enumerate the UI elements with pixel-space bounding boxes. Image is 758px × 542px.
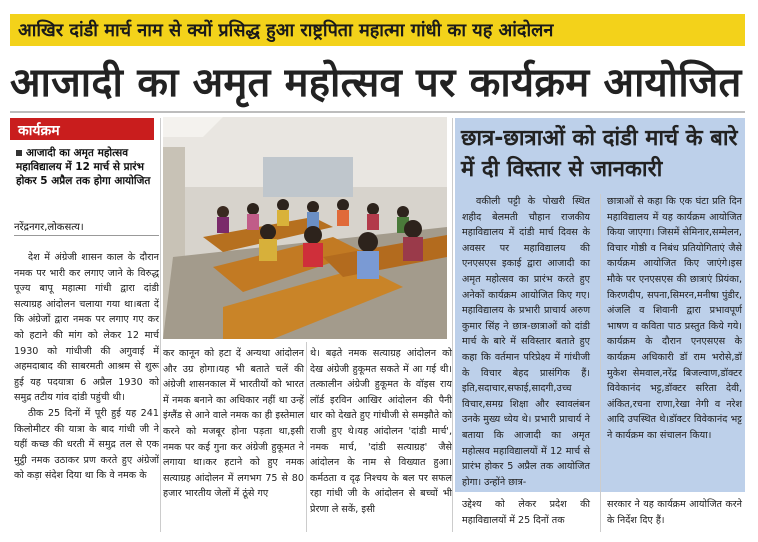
classroom-photo-illustration	[163, 117, 447, 339]
paragraph: सरकार ने यह कार्यक्रम आयोजित करने के निर्देश दिए हैं।	[607, 499, 742, 526]
section-tag-label: कार्यक्रम	[18, 123, 60, 139]
headline-text: आजादी का अमृत महोत्सव पर कार्यक्रम आयोजित	[10, 59, 742, 106]
byline-rule	[14, 235, 159, 236]
summary	[16, 146, 158, 188]
column-divider	[160, 118, 161, 532]
byline: नरेंद्रनगर,लोकसत्य।	[14, 222, 84, 233]
section-tag	[10, 118, 154, 140]
bullet-icon	[16, 150, 22, 156]
paragraph: देश में अंग्रेजी शासन काल के दौरान नमक पर भारी कर लगाए जाने के विरुद्ध पूज्य बापू महात्मा गांधी द्वारा दांडी सत्याग्रह आंदोलन चलाया गया था।बता दें कि अंग्रेजों द्वारा नमक पर लगाए गए कर को हटाने की मांग को लेकर 12 मार्च 1930 को गांधीजी की अगुवाई में अहमदाबाद की साबरमती आश्रम से शुरू हुई यह पदयात्रा 6 अप्रैल 1930 को समुद्र तटीय गांव दांडी पहुंची थी।	[14, 252, 159, 404]
headline	[10, 52, 750, 108]
article-column-1	[14, 250, 159, 484]
subheadline-box	[455, 118, 745, 192]
summary-text: आजादी का अमृत महोत्सव महाविद्यालय में 12 मार्च से प्रारंभ होकर 5 अप्रैल तक होगा आयोजित	[16, 147, 151, 187]
paragraph: वकीली पट्टी के पोखरी स्थित शहीद बेलमती चौहान राजकीय महाविद्यालय में दांडी मार्च दिवस के अवसर पर महाविद्यालय की एनएसएस इकाई द्वारा आजादी का अमृत महोत्सव का प्रारंभ करते हुए अनेकों कार्यक्रम आयोजित किए गए। महाविद्यालय के प्रभारी प्राचार्य अरुण कुमार सिंह ने छात्र-छात्राओं को दांडी मार्च के बारे में सविस्तार बताते हुए कहा कि वर्तमान परिप्रेक्ष्य में गांधीजी के विचार बेहद प्रासंगिक हैं। इति,सदाचार,सफाई,सादगी,उच्च विचार,समग्र शिक्षा और स्वावलंबन उनके मुख्य ध्येय थे। प्रभारी प्राचार्य ने बताया कि आजादी का अमृत महोत्सव महाविद्यालयों में 12 मार्च से प्रारंभ होकर 5 अप्रैल तक आयोजित होगा। उन्होंने छात्र-	[462, 196, 590, 488]
paragraph: छात्राओं से कहा कि एक घंटा प्रति दिन महाविद्यालय में यह कार्यक्रम आयोजित किया जाएगा। जिसमें सेमिनार,सम्मेलन, विचार गोष्ठी व निबंध प्रतियोगिताएं जैसे कार्यक्रम आयोजित किए जाएंगे।इस मौके पर एनएसएस की छात्राएं प्रियंका, किरणदीप, सपना,सिमरन,मनीषा पुंडीर, अंजलि व शिवानी द्वारा प्रभावपूर्ण भाषण व कविता पाठ प्रस्तुत किये गये। कार्यक्रम के दौरान एनएसएस के कार्यक्रम अधिकारी डॉ राम भरोसे,डॉ मुकेश सेमवाल,नरेंद्र बिजल्वाण,डॉक्टर विवेकानंद भट्ट,डॉक्टर सरिता देवी, अंकित,रचना राणा,रेखा नेगी व नरेश आदि उपस्थित थे।डॉक्टर विवेकानंद भट्ट ने कार्यक्रम का संचालन किया।	[607, 196, 742, 441]
column-divider	[306, 342, 307, 532]
paragraph: उद्देश्य को लेकर प्रदेश की महाविद्यालयों में 25 दिनों तक	[462, 499, 590, 526]
article-column-4	[462, 194, 590, 490]
paragraph: कर कानून को हटा दें अन्यथा आंदोलन और उग्र होगा।यह भी बताते चलें की अंग्रेजी शासनकाल में भारतीयों को भारत में नमक बनाने का अधिकार नहीं था उन्हें इंग्लैंड से आने वाले नमक का ही इस्तेमाल करने को मजबूर होना पड़ता था,इसी नमक पर कई गुना कर अंग्रेजी हुकूमत ने लगाया था।कर हटाने को हुए नमक सत्याग्रह आंदोलन में लगभग 75 से 80 हजार भारतीय जेलों में ठूंसे गए	[163, 348, 304, 500]
article-column-3	[310, 346, 452, 518]
paragraph: थे। बढ़ते नमक सत्याग्रह आंदोलन को देख अंग्रेजी हुकूमत सकते में आ गई थी। तत्कालीन अंग्रेजी हुकूमत के वॉइस राय लॉर्ड इरविन आखिर आंदोलन की पैनी धार को देखते हुए गांधीजी से समझौते को राजी हुए थे।यह आंदोलन 'दांडी मार्च', नमक मार्च, 'दांडी सत्याग्रह' जैसे आंदोलन के नाम से विख्यात हुआ।कर्मठता व दृढ़ निश्चय के बल पर सफल रहा गांधी जी के आंदोलन से बच्चों भी प्रेरणा ले सकें, इसी	[310, 348, 452, 515]
bottom-margin	[0, 534, 758, 542]
article-column-5-continued	[607, 497, 742, 528]
headline-rule	[10, 111, 745, 113]
article-column-2	[163, 346, 304, 502]
kicker-banner	[10, 14, 745, 46]
top-margin	[0, 0, 758, 12]
subheadline-text: छात्र-छात्राओं को दांडी मार्च के बारे में दी विस्तार से जानकारी	[461, 126, 738, 182]
classroom-photo	[163, 117, 447, 339]
article-column-5	[607, 194, 742, 444]
column-divider	[452, 118, 453, 532]
kicker-text: आखिर दांडी मार्च नाम से क्यों प्रसिद्ध हुआ राष्ट्रपिता महात्मा गांधी का यह आंदोलन	[18, 20, 554, 41]
article-column-4-continued	[462, 497, 590, 528]
column-divider	[600, 194, 601, 532]
paragraph: ठीक 25 दिनों में पूरी हुई यह 241 किलोमीटर की यात्रा के बाद गांधी जी ने यहीं कच्छ की धरती में समुद्र तल से एक मुट्ठी नमक उठाकर प्रण करते हुए अंग्रेजों को कड़ा संदेश दिया था कि वे नमक के	[14, 407, 159, 482]
